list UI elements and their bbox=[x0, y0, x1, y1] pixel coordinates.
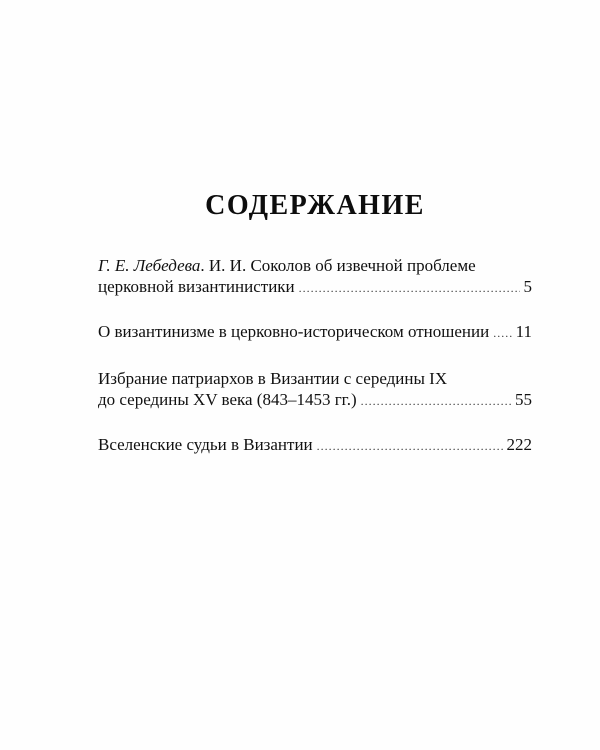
toc-entry-4[interactable] bbox=[98, 434, 532, 457]
contents-heading: СОДЕРЖАНИЕ bbox=[205, 190, 425, 221]
toc-entry-1-title-start: . И. И. Соколов об извечной проблеме bbox=[200, 256, 476, 275]
toc-entry-1-line-1 bbox=[98, 255, 532, 276]
table-of-contents bbox=[98, 255, 532, 481]
toc-entry-2-title: О византинизме в церковно-историческом отношении bbox=[98, 322, 490, 341]
toc-entry-4-page: 222 bbox=[506, 435, 532, 454]
toc-entry-3-page: 55 bbox=[515, 390, 532, 409]
toc-entry-1-line-2 bbox=[98, 276, 532, 299]
toc-entry-4-title: Вселенские судьи в Византии bbox=[98, 435, 313, 454]
toc-entry-4-line-1 bbox=[98, 434, 532, 457]
dot-leader bbox=[361, 391, 511, 412]
toc-entry-1[interactable] bbox=[98, 255, 532, 299]
toc-entry-2-page: 11 bbox=[515, 322, 532, 341]
toc-entry-2[interactable] bbox=[98, 321, 532, 344]
toc-entry-3-title-end: до середины XV века (843–1453 гг.) bbox=[98, 390, 357, 409]
toc-entry-2-line-1 bbox=[98, 321, 532, 344]
toc-entry-1-page: 5 bbox=[523, 277, 532, 296]
toc-entry-3[interactable] bbox=[98, 368, 532, 412]
toc-entry-1-title-end: церковной византинистики bbox=[98, 277, 295, 296]
dot-leader bbox=[317, 436, 503, 457]
dot-leader bbox=[299, 278, 520, 299]
toc-entry-3-title-start: Избрание патриархов в Византии с середины IX bbox=[98, 369, 448, 388]
dot-leader bbox=[493, 323, 511, 344]
toc-entry-1-author: Г. Е. Лебедева bbox=[98, 256, 201, 275]
toc-entry-3-line-2 bbox=[98, 389, 532, 412]
